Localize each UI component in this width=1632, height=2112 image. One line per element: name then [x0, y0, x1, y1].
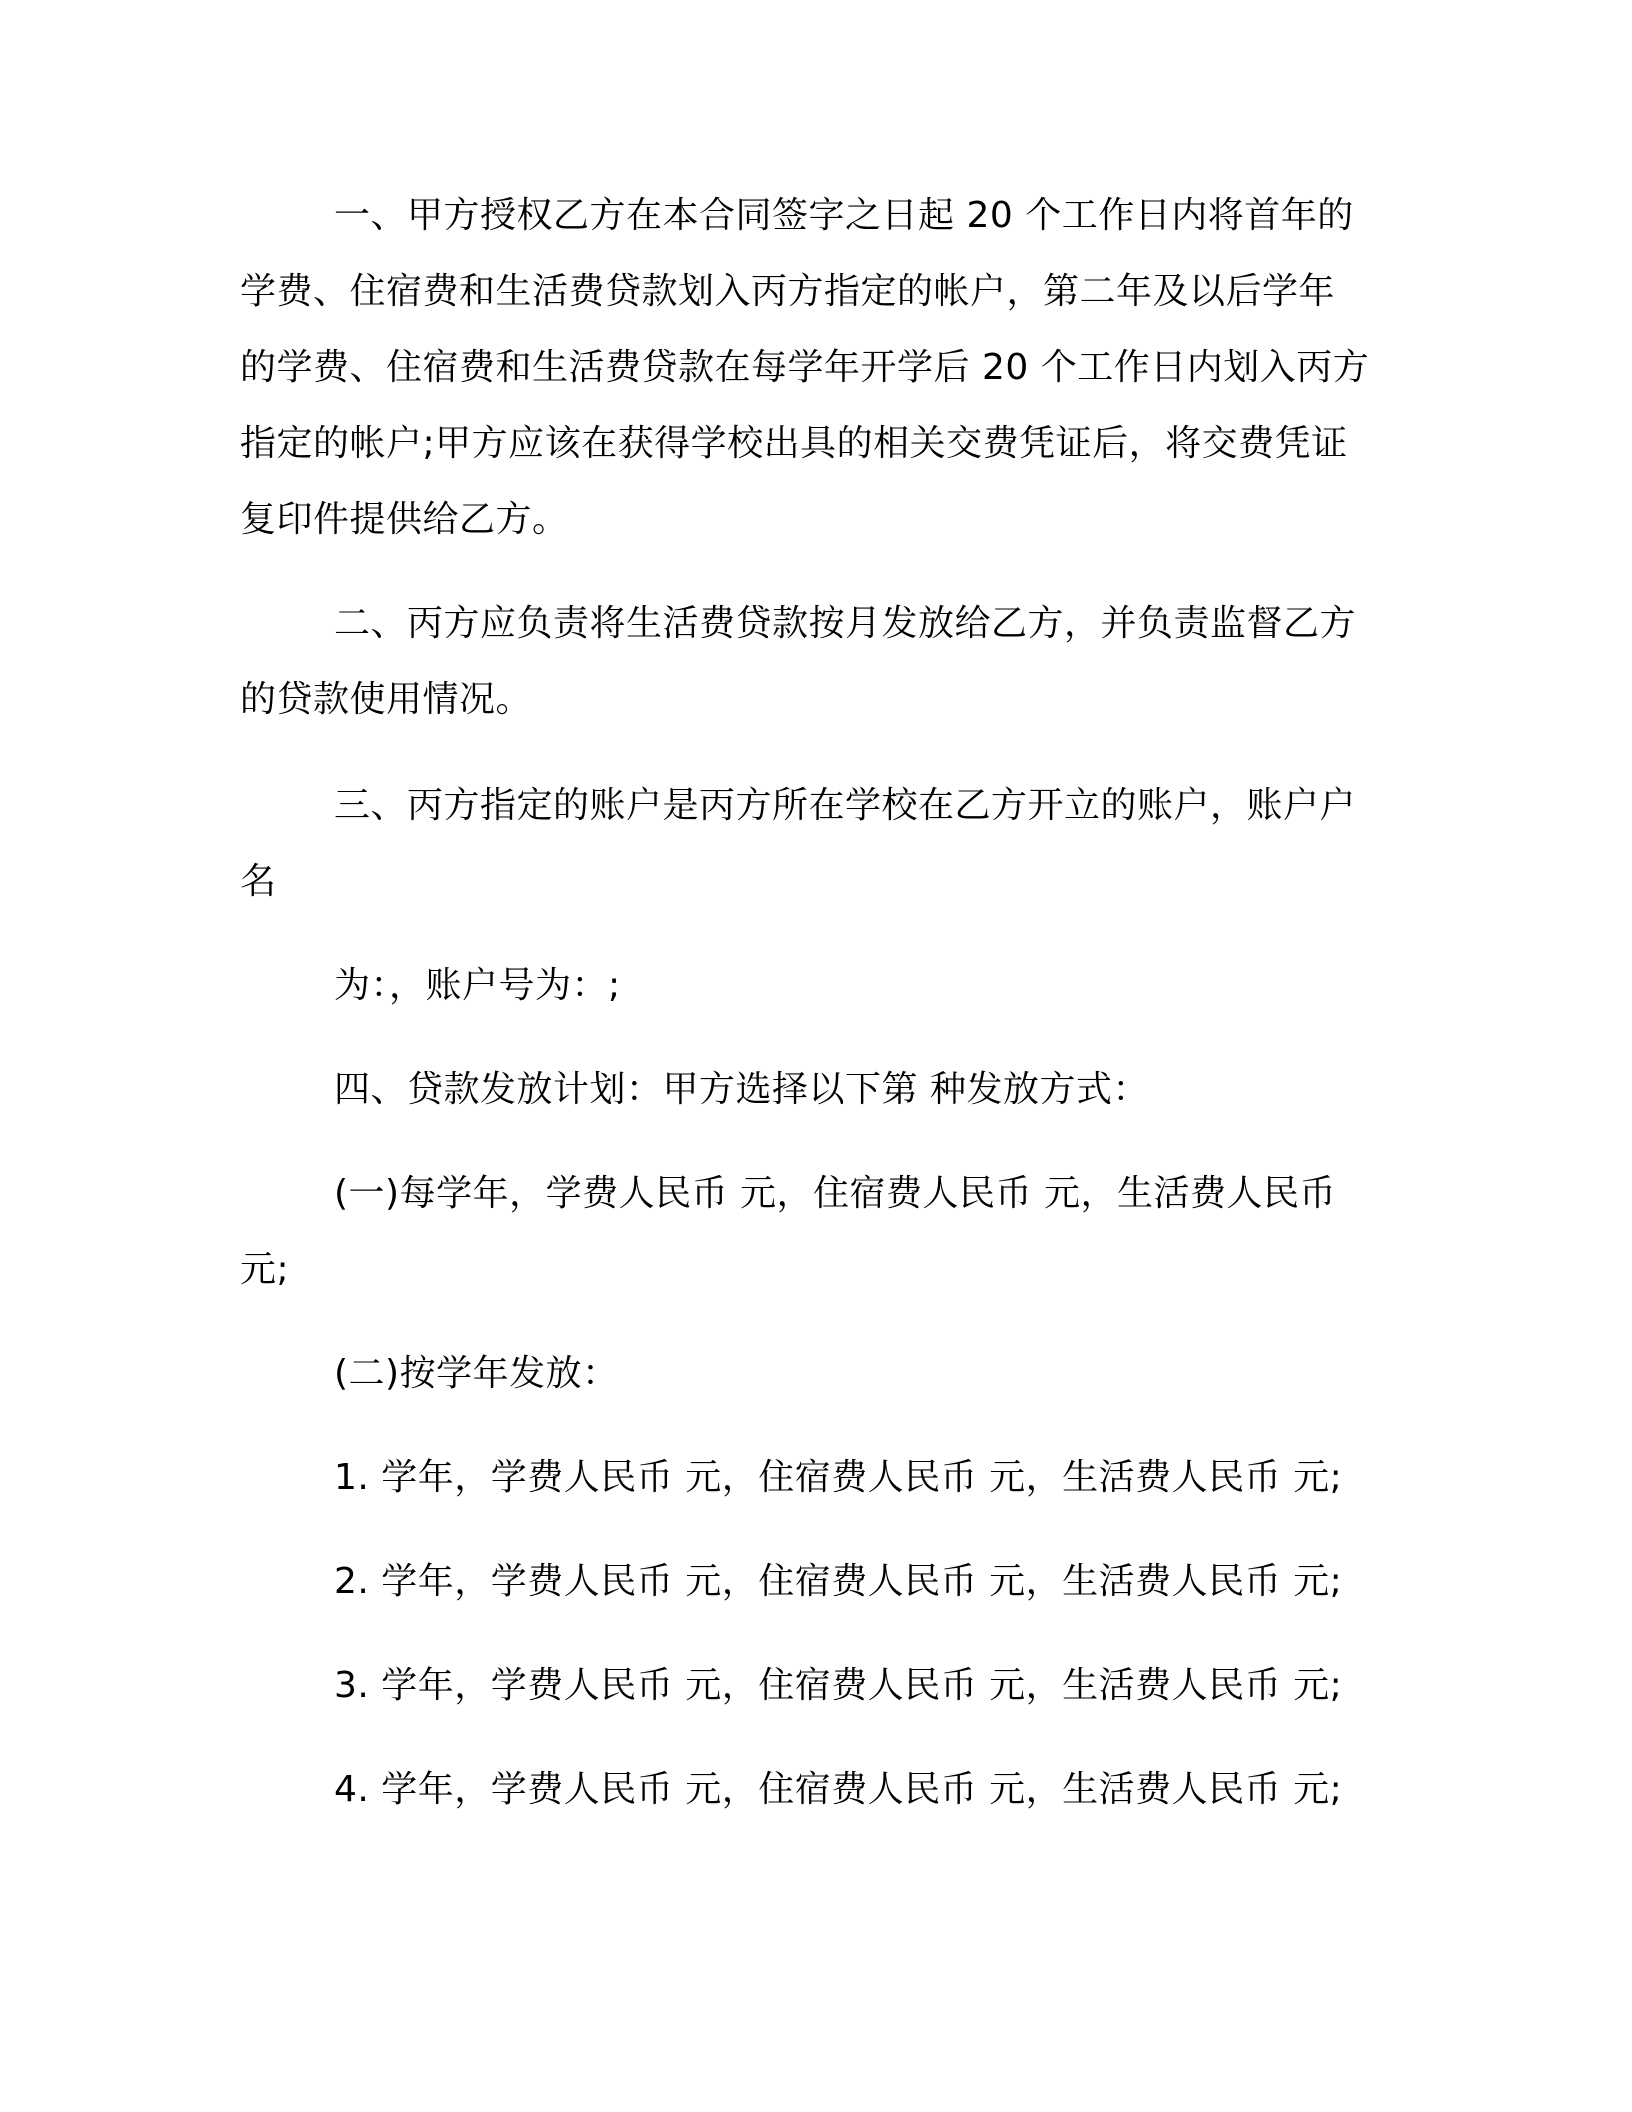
clause-1-line-3: 的学费、住宿费和生活费贷款在每学年开学后 20 个工作日内划入丙方 — [240, 347, 1370, 388]
option-2-item-3: 3. 学年，学费人民币 元，住宿费人民币 元，生活费人民币 元; — [334, 1665, 1343, 1706]
clause-2-line-1: 二、丙方应负责将生活费贷款按月发放给乙方，并负责监督乙方 — [334, 603, 1357, 644]
option-2-item-4: 4. 学年，学费人民币 元，住宿费人民币 元，生活费人民币 元; — [334, 1769, 1343, 1810]
clause-3-line-3: 为：，账户号为：; — [334, 965, 621, 1006]
clause-3-line-1: 三、丙方指定的账户是丙方所在学校在乙方开立的账户，账户户 — [334, 785, 1357, 826]
clause-2-line-2: 的贷款使用情况。 — [240, 679, 533, 720]
option-1-line-2: 元; — [240, 1249, 290, 1290]
clause-3-line-2: 名 — [240, 861, 277, 902]
clause-1-line-1: 一、甲方授权乙方在本合同签字之日起 20 个工作日内将首年的 — [334, 195, 1354, 236]
option-2-item-2: 2. 学年，学费人民币 元，住宿费人民币 元，生活费人民币 元; — [334, 1561, 1343, 1602]
clause-1-line-2: 学费、住宿费和生活费贷款划入丙方指定的帐户，第二年及以后学年 — [240, 271, 1336, 312]
option-1-line-1: (一)每学年，学费人民币 元，住宿费人民币 元，生活费人民币 — [334, 1173, 1336, 1214]
clause-4-line-1: 四、贷款发放计划：甲方选择以下第 种发放方式： — [334, 1069, 1149, 1110]
option-2-item-1: 1. 学年，学费人民币 元，住宿费人民币 元，生活费人民币 元; — [334, 1457, 1343, 1498]
option-2-heading: (二)按学年发放： — [334, 1353, 619, 1394]
clause-1-line-4: 指定的帐户;甲方应该在获得学校出具的相关交费凭证后，将交费凭证 — [240, 423, 1348, 464]
clause-1-line-5: 复印件提供给乙方。 — [240, 499, 569, 540]
